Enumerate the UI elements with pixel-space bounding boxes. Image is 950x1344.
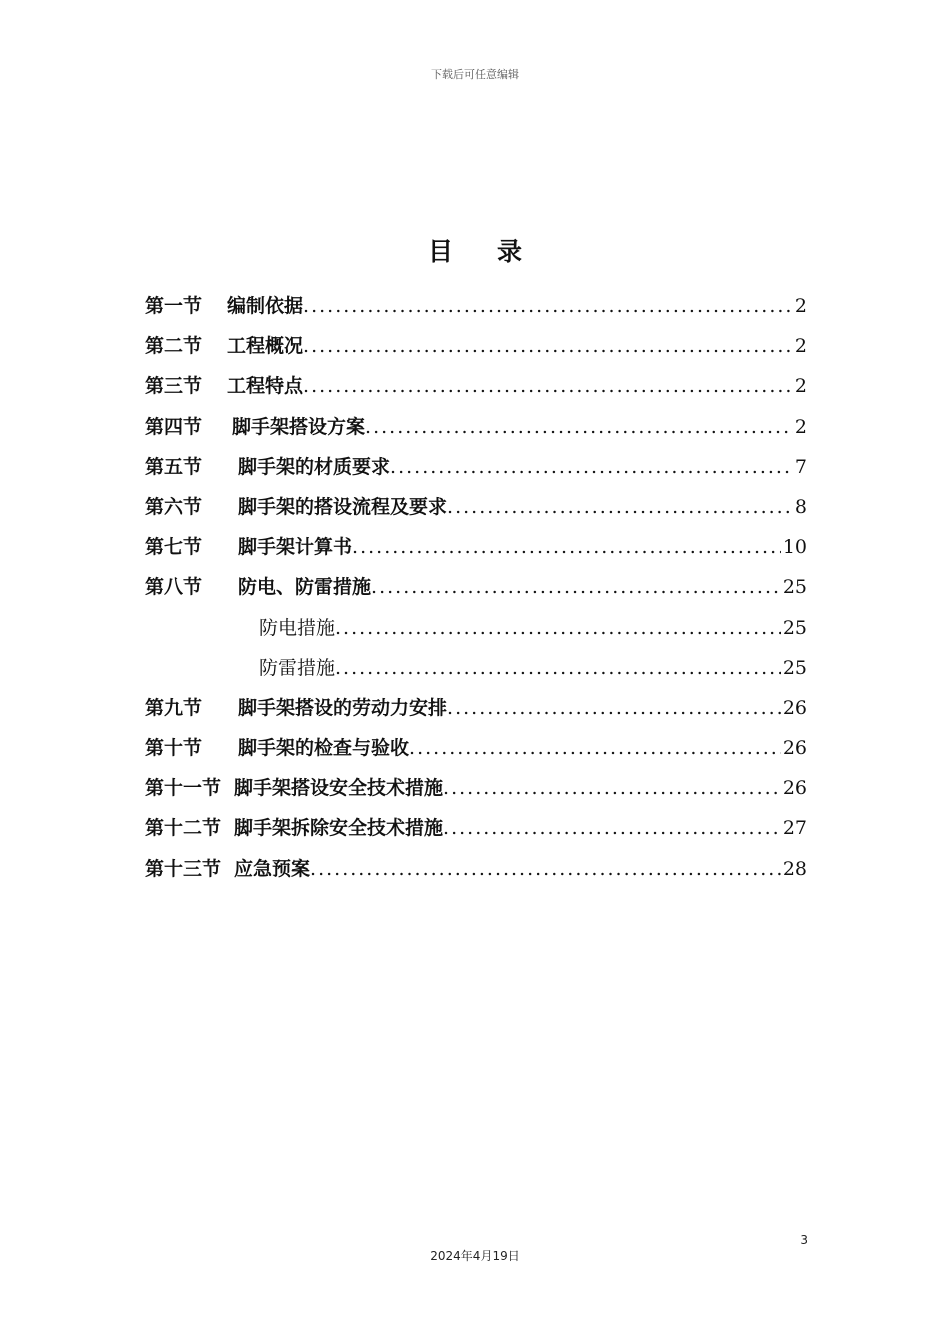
toc-title-char-1: 目	[427, 237, 453, 266]
toc-page-number: 7	[794, 455, 807, 478]
toc-dot-leader	[303, 326, 793, 366]
toc-dot-leader	[365, 407, 793, 447]
toc-dot-leader	[335, 648, 781, 688]
toc-page-number: 25	[782, 656, 807, 679]
table-of-contents	[145, 286, 807, 889]
toc-dot-leader	[409, 728, 781, 768]
toc-subentry[interactable]	[145, 608, 807, 648]
toc-section-number: 第五节	[145, 455, 203, 478]
toc-section-title: 脚手架拆除安全技术措施	[234, 817, 444, 840]
toc-section-number: 第六节	[145, 495, 203, 518]
toc-section-title: 脚手架搭设安全技术措施	[234, 777, 444, 800]
toc-section-title: 应急预案	[234, 857, 311, 880]
toc-page-number: 26	[782, 696, 807, 719]
toc-section-title: 工程特点	[227, 375, 304, 398]
toc-section-number: 第十一节	[145, 777, 222, 800]
toc-entry[interactable]	[145, 808, 807, 848]
toc-section-number: 第七节	[145, 536, 203, 559]
toc-page-number: 8	[794, 495, 807, 518]
page-number: 3	[800, 1233, 808, 1247]
toc-dot-leader	[443, 768, 781, 808]
toc-entry[interactable]	[145, 366, 807, 406]
toc-section-number: 第九节	[145, 696, 203, 719]
toc-dot-leader	[303, 366, 793, 406]
toc-page-number: 2	[794, 375, 807, 398]
toc-dot-leader	[371, 567, 781, 607]
toc-entry[interactable]	[145, 326, 807, 366]
toc-page-number: 25	[782, 616, 807, 639]
toc-title	[0, 232, 950, 268]
toc-dot-leader	[303, 286, 793, 326]
toc-section-title: 脚手架的材质要求	[238, 455, 391, 478]
toc-entry[interactable]	[145, 286, 807, 326]
toc-page-number: 28	[782, 857, 807, 880]
toc-section-number: 第一节	[145, 295, 203, 317]
toc-section-title: 工程概况	[227, 335, 304, 358]
toc-dot-leader	[352, 527, 781, 567]
toc-section-number: 第三节	[145, 375, 203, 398]
toc-section-title: 防雷措施	[259, 656, 336, 679]
toc-page-number: 2	[794, 415, 807, 438]
toc-section-number: 第二节	[145, 335, 203, 358]
toc-page-number: 25	[782, 576, 807, 599]
toc-title-char-2: 录	[497, 237, 523, 266]
toc-dot-leader	[443, 808, 781, 848]
toc-page-number: 26	[782, 737, 807, 760]
toc-section-number: 第十二节	[145, 817, 222, 840]
toc-dot-leader	[447, 688, 781, 728]
toc-entry[interactable]	[145, 849, 807, 889]
toc-dot-leader	[390, 447, 793, 487]
header-note: 下载后可任意编辑	[431, 68, 519, 81]
toc-dot-leader	[447, 487, 793, 527]
toc-dot-leader	[310, 849, 781, 889]
toc-subentry[interactable]	[145, 648, 807, 688]
toc-section-title: 脚手架的检查与验收	[238, 737, 410, 760]
toc-section-title: 防电、防雷措施	[238, 576, 372, 599]
toc-entry[interactable]	[145, 487, 807, 527]
toc-section-number: 第四节	[145, 415, 203, 438]
toc-dot-leader	[335, 608, 781, 648]
footer-date: 2024年4月19日	[430, 1249, 520, 1263]
toc-entry[interactable]	[145, 768, 807, 808]
toc-section-title: 脚手架的搭设流程及要求	[238, 495, 448, 518]
toc-section-title: 防电措施	[259, 616, 336, 639]
toc-section-title: 脚手架搭设的劳动力安排	[238, 696, 448, 719]
toc-entry[interactable]	[145, 527, 807, 567]
toc-section-title: 脚手架计算书	[238, 536, 353, 559]
toc-page-number: 2	[794, 335, 807, 358]
toc-entry[interactable]	[145, 567, 807, 607]
toc-section-number: 第八节	[145, 576, 203, 599]
toc-section-title: 编制依据	[227, 295, 304, 317]
toc-entry[interactable]	[145, 447, 807, 487]
toc-page-number: 26	[782, 777, 807, 800]
toc-page-number: 2	[794, 295, 807, 317]
toc-section-title: 脚手架搭设方案	[232, 415, 366, 438]
toc-page-number: 27	[782, 817, 807, 840]
toc-entry[interactable]	[145, 407, 807, 447]
toc-entry[interactable]	[145, 688, 807, 728]
toc-entry[interactable]	[145, 728, 807, 768]
toc-section-number: 第十三节	[145, 857, 222, 880]
toc-section-number: 第十节	[145, 737, 203, 760]
toc-page-number: 10	[782, 536, 807, 559]
